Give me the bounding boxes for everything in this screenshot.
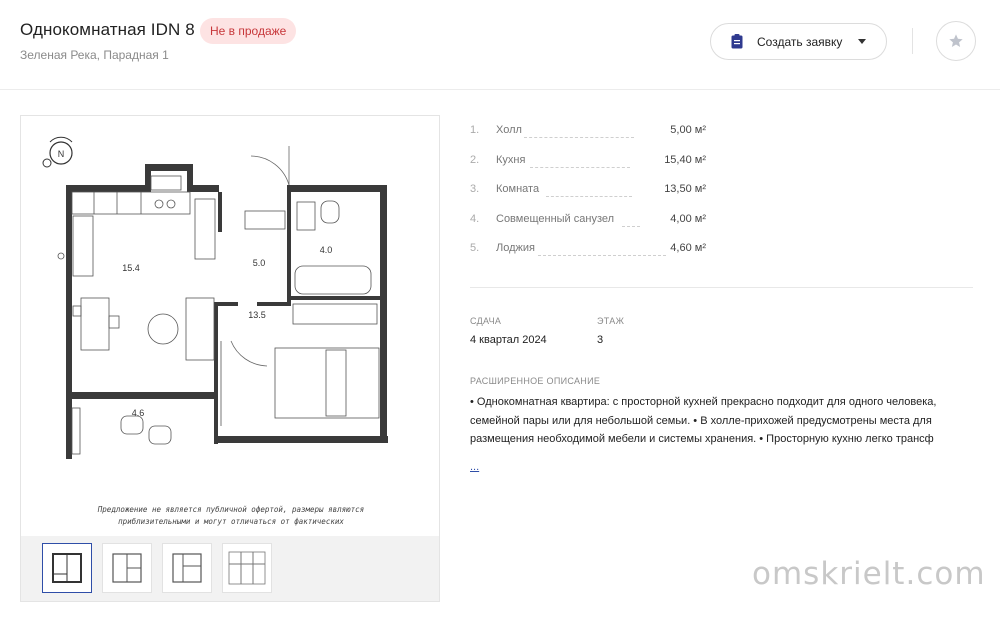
chevron-down-icon[interactable] — [858, 39, 866, 44]
description-label: РАСШИРЕННОЕ ОПИСАНИЕ — [470, 376, 601, 386]
header-divider — [912, 28, 913, 54]
floor-plan-card — [20, 115, 440, 602]
favorite-button[interactable] — [936, 21, 976, 61]
plan-thumbnail-3[interactable] — [162, 543, 212, 593]
star-icon — [948, 33, 964, 49]
compass-letter: N — [57, 149, 65, 159]
compass-icon — [43, 137, 72, 167]
status-badge: Не в продаже — [200, 18, 296, 44]
description-more-link[interactable]: ... — [470, 461, 480, 473]
list-item: 5. Лоджия 4,60 м² — [470, 242, 706, 254]
plan-thumbnail-1[interactable] — [42, 543, 92, 593]
delivery-label: СДАЧА — [470, 316, 502, 326]
floor-plan-image[interactable] — [21, 116, 439, 536]
room-label-loggia: 4.6 — [131, 408, 145, 418]
address-subtitle: Зеленая Река, Парадная 1 — [20, 48, 169, 62]
page-title: Однокомнатная IDN 8 — [20, 20, 195, 39]
header — [0, 0, 1000, 90]
section-divider — [470, 287, 973, 288]
room-label-room: 13.5 — [248, 310, 266, 320]
floor-label: ЭТАЖ — [597, 316, 625, 326]
room-label-bathroom: 4.0 — [319, 245, 333, 255]
walls — [66, 164, 388, 459]
plan-thumbnail-4[interactable] — [222, 543, 272, 593]
plan-disclaimer: Предложение не является публичной офертой, размеры являются приблизительными и могут отличаться от фактических — [97, 505, 365, 526]
room-label-kitchen: 15.4 — [122, 263, 140, 273]
list-item: 3. Комната 13,50 м² — [470, 183, 706, 195]
list-item: 2. Кухня 15,40 м² — [470, 153, 706, 166]
create-request-button[interactable] — [710, 23, 887, 60]
document-icon — [731, 34, 743, 49]
list-item: 1. Холл 5,00 м² — [470, 124, 706, 136]
plan-thumbnails — [21, 536, 439, 601]
plan-thumbnail-2[interactable] — [102, 543, 152, 593]
list-item: 4. Совмещенный санузел 4,00 м² — [470, 212, 706, 225]
rooms-list — [470, 120, 710, 268]
floor-value: 3 — [597, 334, 604, 346]
description-text: • Однокомнатная квартира: с просторной кухней прекрасно подходит для одного человека, семейной пары или для небольшой семьи. • В холле-прихожей предусмотрены места для размещения необходимой мебели и системы хранения. • Просторную кухню легко трансф — [470, 396, 937, 445]
delivery-value: 4 квартал 2024 — [470, 334, 547, 346]
create-request-label: Создать заявку — [757, 34, 843, 49]
watermark: omskrielt.com — [752, 556, 986, 592]
room-label-hall: 5.0 — [252, 258, 266, 268]
